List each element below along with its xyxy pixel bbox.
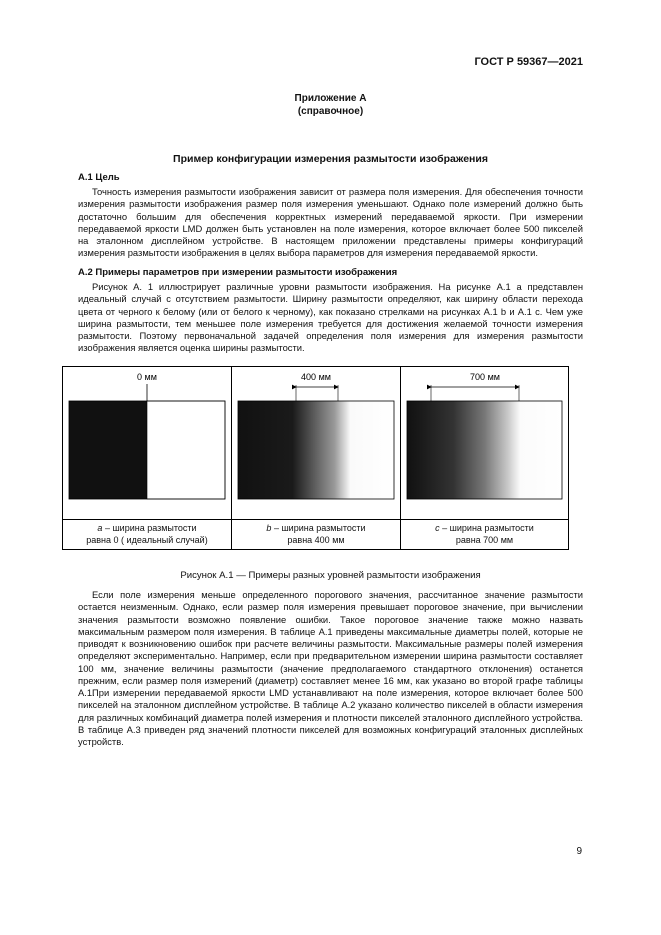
section-heading-a2: А.2 Примеры параметров при измерении размытости изображения xyxy=(78,267,398,278)
panel-a-black-area xyxy=(69,401,147,499)
panel-c-caption xyxy=(401,520,568,550)
section-heading-a1: А.1 Цель xyxy=(78,172,120,183)
figure-a1 xyxy=(62,366,569,550)
section-a1-paragraph: Точность измерения размытости изображения зависит от размера поля измерения. Для обеспечения точности измерения размытости изображения размер поля измерения уменьшают. Однако поле измерений должно быть достаточно большим для обеспечения корректных измерений передаваемой яркости. При измерении передаваемой яркости LMD должен быть установлен на поле измерения, которое включает более 500 пикселей на эталонном дисплейном устройстве. В настоящем приложении представлены примеры конфигураций измерения размытости изображения в целях выбора параметров для измерения передаваемой яркости. xyxy=(78,186,583,259)
figure-caption-row xyxy=(63,519,568,550)
panel-c-graphic xyxy=(401,367,568,519)
panel-c-caption-letter: c xyxy=(435,523,440,533)
panel-a-width-label: 0 мм xyxy=(137,372,157,382)
panel-b-caption-line2: равна 400 мм xyxy=(287,534,345,545)
body-paragraph-1: Если поле измерения меньше определенного порогового значения, рассчитанное значение размытости остается неизменным. Однако, если размер поля измерения превышает пороговое значение, при вычислении значения размытости возможно появление ошибки. Такое пороговое значение также можно назвать максимальным размером поля измерения. В таблице А.1 приведены максимальные диаметры полей, которые не приводят к возникновению ошибок при расчете величины размытости. Максимальные размеры полей измерения определяют экспериментально. Например, если при предварительном измерении ширина размытости составляет 100 мм, значение величины размытости (значение предполагаемого стандартного отклонения) останется прежним, если размер поля измерений (диаметр) составляет менее 16 мм, как указано во второй графе таблицы А.1. xyxy=(78,589,583,699)
panel-c-width-label: 700 мм xyxy=(470,372,500,382)
panel-c-caption-line2: равна 700 мм xyxy=(455,534,514,545)
body-paragraph-2: При измерении передаваемой яркости LMD устанавливают на поле измерения, которое включает более 500 пикселей на эталонном дисплейном устройстве. В таблице А.2 указано количество пикселей в области измерения для различных комбинаций диаметра полей измерения и плотности пикселей эталонного дисплейного устройства. В таблице А.3 приведен ряд значений плотности пикселей для возможных конфигураций эталонных дисплейных устройств. xyxy=(78,687,583,748)
annex-note: (справочное) xyxy=(297,106,364,117)
panel-b-caption xyxy=(232,520,401,550)
panel-b-caption-text: – ширина размытости xyxy=(271,523,366,533)
panel-a-graphic xyxy=(63,367,231,519)
panel-b-caption-letter: b xyxy=(266,523,272,533)
panel-a-white-area xyxy=(147,401,225,499)
section-a2-paragraph: Рисунок А. 1 иллюстрирует различные уровни размытости изображения. На рисунке А.1 a представлен идеальный случай с отсутствием размытости. Ширину размытости определяют, как ширину области перехода цвета от черного к белому (или от белого к черному), как показано стрелками на рисунках А.1 b и А.1 c. Чем уже ширина размытости, тем меньшее поле измерения требуется для достижения желаемой точности измерения размытости. Поэтому первоначальной задачей определения поля измерения для измерения размытости изображения является оценка ширины размытости. xyxy=(78,281,583,354)
panel-b-graphic xyxy=(232,367,400,519)
page-number: 9 xyxy=(576,846,582,857)
panel-b-width-label: 400 мм xyxy=(301,372,331,382)
panel-a-caption-line2: равна 0 ( идеальный случай) xyxy=(86,534,208,545)
figure-panel-a xyxy=(63,367,232,519)
document-title: Пример конфигурации измерения размытости изображения xyxy=(173,153,488,165)
panel-c-caption-text: – ширина размытости xyxy=(439,523,534,533)
annex-heading xyxy=(0,92,661,118)
standard-code: ГОСТ Р 59367—2021 xyxy=(474,56,583,68)
panel-b-gradient-area xyxy=(238,401,394,499)
panel-a-caption-text: – ширина размытости xyxy=(102,523,197,533)
annex-title: Приложение А xyxy=(294,93,367,104)
figure-panel-c xyxy=(401,367,568,519)
panel-c-gradient-area xyxy=(407,401,562,499)
figure-caption: Рисунок А.1 — Примеры разных уровней размытости изображения xyxy=(180,570,481,581)
panel-a-caption xyxy=(63,520,232,550)
figure-panel-b xyxy=(232,367,401,519)
panel-a-caption-letter: а xyxy=(97,523,103,533)
